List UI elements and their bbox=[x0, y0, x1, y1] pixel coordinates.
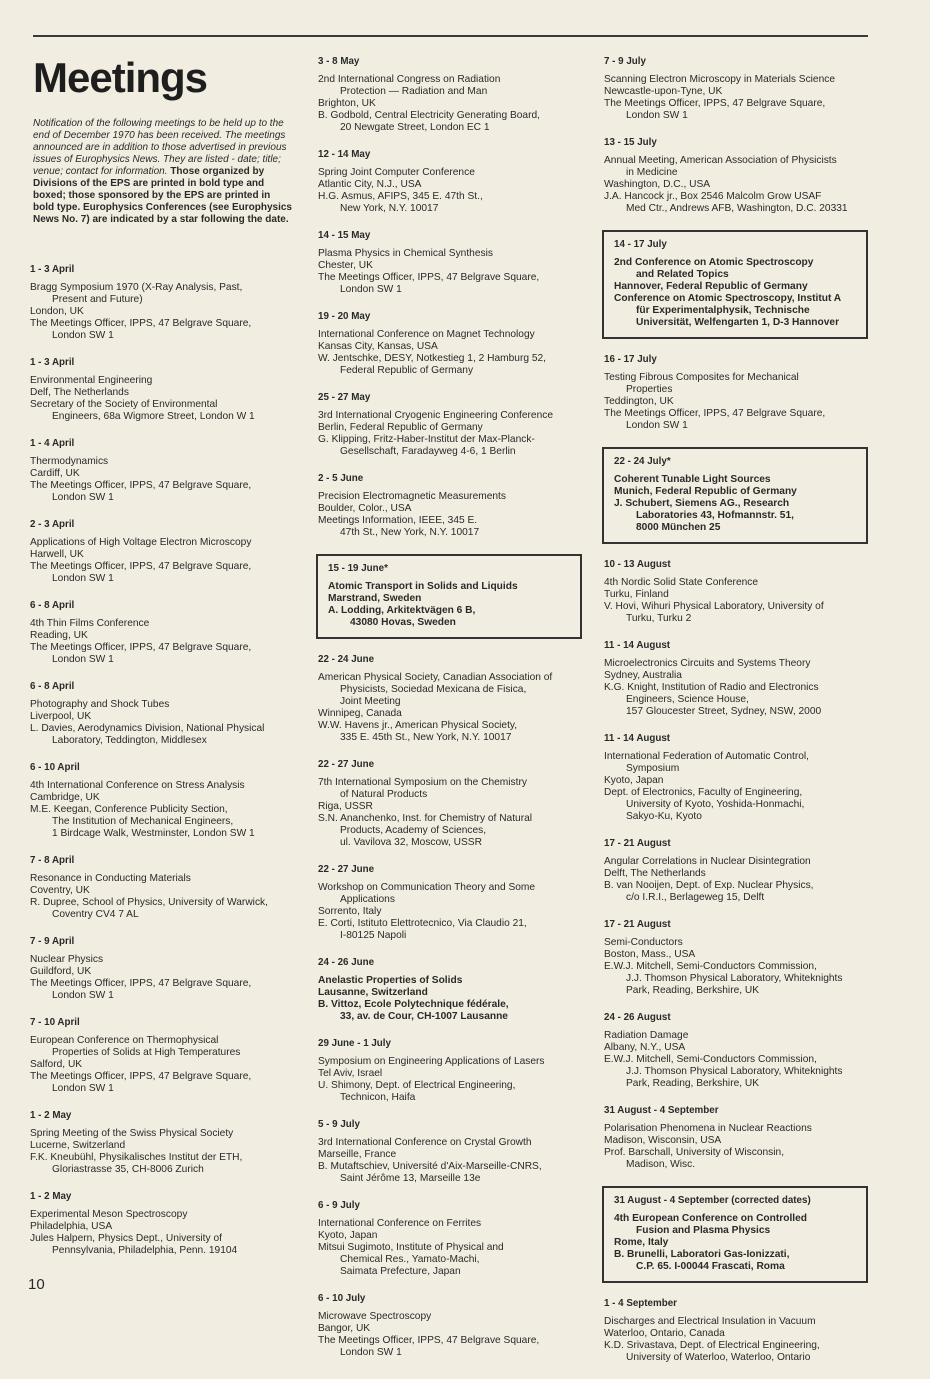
meeting-line: Chester, UK bbox=[318, 260, 373, 271]
meeting-line: K.G. Knight, Institution of Radio and Electronics bbox=[604, 682, 819, 693]
meeting-entry bbox=[318, 56, 582, 134]
meeting-line: Teddington, UK bbox=[604, 396, 674, 407]
meeting-line: Coventry CV4 7 AL bbox=[52, 909, 139, 920]
meeting-line: 4th Thin Films Conference bbox=[30, 618, 150, 629]
meeting-line: 2nd Conference on Atomic Spectroscopy bbox=[614, 257, 814, 268]
meeting-line: Philadelphia, USA bbox=[30, 1221, 113, 1232]
meeting-date: 17 - 21 August bbox=[604, 838, 671, 849]
meeting-date: 24 - 26 June bbox=[318, 957, 375, 968]
meeting-line: Dept. of Electronics, Faculty of Engineering, bbox=[604, 787, 803, 798]
meeting-line: Guildford, UK bbox=[30, 966, 92, 977]
meeting-line: Semi-Conductors bbox=[604, 937, 683, 948]
meeting-date: 22 - 24 July* bbox=[614, 456, 671, 467]
meeting-line: Angular Correlations in Nuclear Disintegration bbox=[604, 856, 811, 867]
meeting-line: 7th International Symposium on the Chemistry bbox=[318, 777, 527, 788]
meeting-line: Boston, Mass., USA bbox=[604, 949, 696, 960]
meeting-line: Tel Aviv, Israel bbox=[318, 1068, 383, 1079]
meeting-line: London SW 1 bbox=[52, 330, 114, 341]
meeting-line: L. Davies, Aerodynamics Division, National Physical bbox=[30, 723, 265, 734]
meeting-line: Fusion and Plasma Physics bbox=[636, 1225, 771, 1236]
meeting-entry bbox=[318, 1038, 582, 1104]
meeting-line: Spring Meeting of the Swiss Physical Society bbox=[30, 1128, 234, 1139]
meeting-line: Park, Reading, Berkshire, UK bbox=[626, 1078, 760, 1089]
meeting-date: 1 - 3 April bbox=[30, 264, 75, 275]
meeting-line: Berlin, Federal Republic of Germany bbox=[318, 422, 483, 433]
meeting-date: 1 - 2 May bbox=[30, 1191, 72, 1202]
meeting-entry bbox=[604, 1105, 868, 1171]
meeting-entry bbox=[30, 1110, 292, 1176]
meeting-line: Laboratories 43, Hofmannstr. 51, bbox=[636, 510, 794, 521]
meeting-line: Washington, D.C., USA bbox=[604, 179, 711, 190]
meeting-line: Joint Meeting bbox=[340, 696, 401, 707]
meeting-line: 3rd International Cryogenic Engineering Conference bbox=[318, 410, 554, 421]
meeting-line: K.D. Srivastava, Dept. of Electrical Engineering, bbox=[604, 1340, 820, 1351]
intro-note bbox=[33, 118, 292, 226]
meeting-date: 2 - 5 June bbox=[318, 473, 364, 484]
meeting-entry bbox=[30, 519, 292, 585]
meeting-line: 335 E. 45th St., New York, N.Y. 10017 bbox=[340, 732, 512, 743]
meeting-line: Secretary of the Society of Environmental bbox=[30, 399, 218, 410]
meeting-line: 8000 München 25 bbox=[636, 522, 721, 533]
meeting-line: Laboratory, Teddington, Middlesex bbox=[52, 735, 207, 746]
meeting-date: 1 - 2 May bbox=[30, 1110, 72, 1121]
meeting-line: Turku, Turku 2 bbox=[626, 613, 692, 624]
meeting-line: Symposium on Engineering Applications of Lasers bbox=[318, 1056, 545, 1067]
meeting-line: Resonance in Conducting Materials bbox=[30, 873, 191, 884]
meeting-line: Microelectronics Circuits and Systems Theory bbox=[604, 658, 811, 669]
meeting-line: Environmental Engineering bbox=[30, 375, 153, 386]
meeting-date: 14 - 17 July bbox=[614, 239, 667, 250]
meeting-entry bbox=[604, 1298, 868, 1364]
meeting-line: 2nd International Congress on Radiation bbox=[318, 74, 501, 85]
meeting-line: Sydney, Australia bbox=[604, 670, 682, 681]
meeting-date: 15 - 19 June* bbox=[328, 563, 388, 574]
meeting-line: Cardiff, UK bbox=[30, 468, 80, 479]
meeting-date: 10 - 13 August bbox=[604, 559, 671, 570]
meeting-entry bbox=[30, 855, 292, 921]
meeting-line: A. Lodding, Arkitektvägen 6 B, bbox=[328, 605, 476, 616]
meeting-line: B. van Nooijen, Dept. of Exp. Nuclear Physics, bbox=[604, 880, 814, 891]
meeting-line: 33, av. de Cour, CH-1007 Lausanne bbox=[340, 1011, 508, 1022]
meeting-line: The Meetings Officer, IPPS, 47 Belgrave Square, bbox=[30, 642, 252, 653]
meeting-line: International Federation of Automatic Control, bbox=[604, 751, 809, 762]
meeting-line: 157 Gloucester Street, Sydney, NSW, 2000 bbox=[626, 706, 822, 717]
meeting-line: Munich, Federal Republic of Germany bbox=[614, 486, 797, 497]
meeting-line: Precision Electromagnetic Measurements bbox=[318, 491, 506, 502]
meeting-entry bbox=[318, 654, 582, 744]
meeting-line: The Meetings Officer, IPPS, 47 Belgrave Square, bbox=[30, 1071, 252, 1082]
meeting-line: of Natural Products bbox=[340, 789, 428, 800]
meeting-line: Turku, Finland bbox=[604, 589, 669, 600]
meeting-line: U. Shimony, Dept. of Electrical Engineering, bbox=[318, 1080, 516, 1091]
meeting-line: European Conference on Thermophysical bbox=[30, 1035, 219, 1046]
meeting-line: The Meetings Officer, IPPS, 47 Belgrave Square, bbox=[30, 480, 252, 491]
meeting-date: 19 - 20 May bbox=[318, 311, 371, 322]
meeting-entry bbox=[318, 149, 582, 215]
meeting-line: The Meetings Officer, IPPS, 47 Belgrave Square, bbox=[318, 272, 540, 283]
meeting-line: ul. Vavilova 32, Moscow, USSR bbox=[340, 837, 482, 848]
meeting-entry bbox=[30, 600, 292, 666]
meeting-line: H.G. Asmus, AFIPS, 345 E. 47th St., bbox=[318, 191, 483, 202]
meeting-line: London SW 1 bbox=[52, 573, 114, 584]
meeting-line: New York, N.Y. 10017 bbox=[340, 203, 439, 214]
meeting-entry bbox=[604, 559, 868, 625]
meeting-line: M.E. Keegan, Conference Publicity Section, bbox=[30, 804, 228, 815]
meeting-line: Riga, USSR bbox=[318, 801, 373, 812]
meeting-line: Scanning Electron Microscopy in Materials Science bbox=[604, 74, 836, 85]
meeting-line: London SW 1 bbox=[626, 110, 688, 121]
meeting-line: J.A. Hancock jr., Box 2546 Malcolm Grow USAF bbox=[604, 191, 822, 202]
meeting-line: The Meetings Officer, IPPS, 47 Belgrave Square, bbox=[30, 978, 252, 989]
meeting-line: für Experimentalphysik, Technische bbox=[636, 305, 810, 316]
meeting-line: 4th Nordic Solid State Conference bbox=[604, 577, 759, 588]
meeting-date: 24 - 26 August bbox=[604, 1012, 671, 1023]
meeting-line: Winnipeg, Canada bbox=[318, 708, 402, 719]
meeting-date: 7 - 8 April bbox=[30, 855, 75, 866]
meeting-line: Saimata Prefecture, Japan bbox=[340, 1266, 461, 1277]
meeting-entry bbox=[604, 137, 868, 215]
meeting-date: 6 - 8 April bbox=[30, 600, 75, 611]
meeting-line: University of Kyoto, Yoshida-Honmachi, bbox=[626, 799, 805, 810]
meeting-date: 31 August - 4 September bbox=[604, 1105, 719, 1116]
meeting-line: 20 Newgate Street, London EC 1 bbox=[340, 122, 490, 133]
meeting-line: Thermodynamics bbox=[30, 456, 109, 467]
meeting-entry bbox=[604, 919, 868, 997]
meeting-line: Newcastle-upon-Tyne, UK bbox=[604, 86, 723, 97]
meeting-line: Spring Joint Computer Conference bbox=[318, 167, 475, 178]
meeting-line: Radiation Damage bbox=[604, 1030, 689, 1041]
meeting-line: Polarisation Phenomena in Nuclear Reactions bbox=[604, 1123, 812, 1134]
meeting-line: 1 Birdcage Walk, Westminster, London SW 1 bbox=[52, 828, 255, 839]
meeting-line: Symposium bbox=[626, 763, 680, 774]
meeting-date: 7 - 9 April bbox=[30, 936, 75, 947]
meeting-date: 7 - 10 April bbox=[30, 1017, 80, 1028]
meeting-entry bbox=[604, 733, 868, 823]
meeting-line: F.K. Kneubühl, Physikalisches Institut der ETH, bbox=[30, 1152, 243, 1163]
intro-bold: Those organized by Divisions of the EPS are printed in bold type and boxed; those sponsored by the EPS are printed in bold type. Europhysics Conferences (see Europhysics News No. 7) are indicated by a star following the date. bbox=[33, 166, 292, 225]
meeting-line: Park, Reading, Berkshire, UK bbox=[626, 985, 760, 996]
meeting-line: London SW 1 bbox=[626, 420, 688, 431]
meeting-line: Kyoto, Japan bbox=[318, 1230, 378, 1241]
meeting-line: Madison, Wisc. bbox=[626, 1159, 696, 1170]
meeting-line: in Medicine bbox=[626, 167, 678, 178]
meeting-entry bbox=[604, 838, 868, 904]
meeting-list bbox=[604, 56, 868, 1364]
meeting-entry bbox=[604, 1012, 868, 1090]
meeting-line: Engineers, 68a Wigmore Street, London W 1 bbox=[52, 411, 255, 422]
meeting-line: Hannover, Federal Republic of Germany bbox=[614, 281, 808, 292]
meeting-line: The Meetings Officer, IPPS, 47 Belgrave Square, bbox=[604, 98, 826, 109]
meeting-line: Properties bbox=[626, 384, 673, 395]
meeting-list bbox=[318, 56, 582, 1359]
meeting-entry bbox=[318, 311, 582, 377]
meeting-date: 17 - 21 August bbox=[604, 919, 671, 930]
meeting-line: Experimental Meson Spectroscopy bbox=[30, 1209, 188, 1220]
meeting-entry bbox=[30, 1191, 292, 1257]
meeting-line: I-80125 Napoli bbox=[340, 930, 407, 941]
meeting-date: 16 - 17 July bbox=[604, 354, 657, 365]
meeting-line: and Related Topics bbox=[636, 269, 729, 280]
meeting-line: The Meetings Officer, IPPS, 47 Belgrave Square, bbox=[318, 1335, 540, 1346]
meeting-line: S.N. Ananchenko, Inst. for Chemistry of Natural bbox=[318, 813, 533, 824]
meeting-line: London SW 1 bbox=[52, 492, 114, 503]
meeting-line: University of Waterloo, Waterloo, Ontario bbox=[626, 1352, 811, 1363]
meeting-line: Kansas City, Kansas, USA bbox=[318, 341, 438, 352]
meeting-date: 6 - 10 April bbox=[30, 762, 80, 773]
meeting-entry-boxed bbox=[602, 230, 868, 339]
meeting-line: R. Dupree, School of Physics, University of Warwick, bbox=[30, 897, 268, 908]
meeting-line: Gesellschaft, Faradayweg 4-6, 1 Berlin bbox=[340, 446, 516, 457]
meeting-line: V. Hovi, Wihuri Physical Laboratory, University of bbox=[604, 601, 824, 612]
meeting-entry bbox=[30, 357, 292, 423]
meeting-entry bbox=[318, 957, 582, 1023]
meeting-line: Brighton, UK bbox=[318, 98, 376, 109]
meeting-entry bbox=[604, 354, 868, 432]
meeting-line: Federal Republic of Germany bbox=[340, 365, 474, 376]
meeting-line: Applications of High Voltage Electron Microscopy bbox=[30, 537, 252, 548]
meeting-line: Workshop on Communication Theory and Some bbox=[318, 882, 536, 893]
meeting-date: 1 - 4 April bbox=[30, 438, 75, 449]
column-2 bbox=[318, 56, 582, 1374]
meeting-line: 3rd International Conference on Crystal Growth bbox=[318, 1137, 532, 1148]
meeting-line: Applications bbox=[340, 894, 395, 905]
meeting-line: Marstrand, Sweden bbox=[328, 593, 422, 604]
meeting-line: E.W.J. Mitchell, Semi-Conductors Commission, bbox=[604, 1054, 817, 1065]
meeting-line: Atomic Transport in Solids and Liquids bbox=[328, 581, 518, 592]
meeting-line: Coventry, UK bbox=[30, 885, 90, 896]
meeting-entry-boxed bbox=[602, 447, 868, 544]
meeting-entry-boxed bbox=[316, 554, 582, 639]
meeting-line: Albany, N.Y., USA bbox=[604, 1042, 686, 1053]
meeting-line: Cambridge, UK bbox=[30, 792, 100, 803]
meeting-line: The Institution of Mechanical Engineers, bbox=[52, 816, 234, 827]
meeting-line: Kyoto, Japan bbox=[604, 775, 664, 786]
meeting-line: Photography and Shock Tubes bbox=[30, 699, 170, 710]
meeting-line: Lausanne, Switzerland bbox=[318, 987, 428, 998]
meeting-date: 22 - 27 June bbox=[318, 759, 375, 770]
column-3 bbox=[604, 56, 868, 1379]
meeting-entry bbox=[318, 392, 582, 458]
meeting-line: Atlantic City, N.J., USA bbox=[318, 179, 422, 190]
meeting-line: Physicists, Sociedad Mexicana de Fisica, bbox=[340, 684, 527, 695]
meeting-line: Sorrento, Italy bbox=[318, 906, 382, 917]
meeting-line: Marseille, France bbox=[318, 1149, 397, 1160]
meeting-line: Rome, Italy bbox=[614, 1237, 669, 1248]
meeting-line: Saint Jérôme 13, Marseille 13e bbox=[340, 1173, 481, 1184]
meeting-line: Jules Halpern, Physics Dept., University of bbox=[30, 1233, 222, 1244]
meeting-entry bbox=[30, 681, 292, 747]
meeting-line: Waterloo, Ontario, Canada bbox=[604, 1328, 725, 1339]
meeting-line: J.J. Thomson Physical Laboratory, Whiteknights bbox=[626, 1066, 843, 1077]
meeting-line: 4th International Conference on Stress Analysis bbox=[30, 780, 245, 791]
meeting-line: Annual Meeting, American Association of Physicists bbox=[604, 155, 837, 166]
meeting-line: Coherent Tunable Light Sources bbox=[614, 474, 771, 485]
meeting-line: Meetings Information, IEEE, 345 E. bbox=[318, 515, 478, 526]
meeting-line: J.J. Thomson Physical Laboratory, Whiteknights bbox=[626, 973, 843, 984]
meeting-date: 7 - 9 July bbox=[604, 56, 646, 67]
meeting-line: J. Schubert, Siemens AG., Research bbox=[614, 498, 790, 509]
meeting-line: Engineers, Science House, bbox=[626, 694, 749, 705]
meeting-line: International Conference on Magnet Technology bbox=[318, 329, 535, 340]
page-number: 10 bbox=[28, 1276, 45, 1293]
meeting-line: Chemical Res., Yamato-Machi, bbox=[340, 1254, 480, 1265]
meeting-line: The Meetings Officer, IPPS, 47 Belgrave Square, bbox=[30, 318, 252, 329]
meeting-line: Harwell, UK bbox=[30, 549, 84, 560]
meeting-line: London SW 1 bbox=[52, 1083, 114, 1094]
meeting-line: London SW 1 bbox=[340, 1347, 402, 1358]
meeting-entry bbox=[318, 759, 582, 849]
meeting-line: 47th St., New York, N.Y. 10017 bbox=[340, 527, 480, 538]
meeting-line: London SW 1 bbox=[52, 990, 114, 1001]
meeting-line: London, UK bbox=[30, 306, 84, 317]
meeting-line: c/o I.R.I., Berlageweg 15, Delft bbox=[626, 892, 765, 903]
meeting-line: B. Mutaftschiev, Université d'Aix-Marseille-CNRS, bbox=[318, 1161, 542, 1172]
meeting-line: Med Ctr., Andrews AFB, Washington, D.C. 20331 bbox=[626, 203, 848, 214]
meeting-line: Boulder, Color., USA bbox=[318, 503, 412, 514]
meeting-entry bbox=[30, 264, 292, 342]
meeting-line: Bragg Symposium 1970 (X-Ray Analysis, Past, bbox=[30, 282, 243, 293]
meeting-line: Testing Fibrous Composites for Mechanical bbox=[604, 372, 799, 383]
meeting-line: Mitsui Sugimoto, Institute of Physical and bbox=[318, 1242, 504, 1253]
meeting-date: 11 - 14 August bbox=[604, 733, 671, 744]
meeting-line: Prof. Barschall, University of Wisconsin, bbox=[604, 1147, 785, 1158]
meeting-line: London SW 1 bbox=[52, 654, 114, 665]
meeting-line: Protection — Radiation and Man bbox=[340, 86, 488, 97]
meeting-list bbox=[30, 264, 292, 1257]
meeting-line: Lucerne, Switzerland bbox=[30, 1140, 126, 1151]
meeting-line: Reading, UK bbox=[30, 630, 88, 641]
meeting-line: American Physical Society, Canadian Association of bbox=[318, 672, 553, 683]
meeting-date: 11 - 14 August bbox=[604, 640, 671, 651]
meeting-line: Salford, UK bbox=[30, 1059, 83, 1070]
meeting-entry bbox=[604, 56, 868, 122]
meeting-line: E. Corti, Istituto Elettrotecnico, Via Claudio 21, bbox=[318, 918, 527, 929]
meeting-date: 25 - 27 May bbox=[318, 392, 371, 403]
meeting-line: B. Vittoz, Ecole Polytechnique fédérale, bbox=[318, 999, 509, 1010]
meeting-date: 1 - 3 April bbox=[30, 357, 75, 368]
meeting-line: Plasma Physics in Chemical Synthesis bbox=[318, 248, 493, 259]
meeting-line: Sakyo-Ku, Kyoto bbox=[626, 811, 702, 822]
meeting-entry bbox=[318, 1119, 582, 1185]
meeting-line: Microwave Spectroscopy bbox=[318, 1311, 432, 1322]
meeting-line: Delft, The Netherlands bbox=[604, 868, 706, 879]
meeting-date: 2 - 3 April bbox=[30, 519, 75, 530]
meeting-line: B. Brunelli, Laboratori Gas-Ionizzati, bbox=[614, 1249, 790, 1260]
meeting-date: 22 - 24 June bbox=[318, 654, 375, 665]
meeting-line: London SW 1 bbox=[340, 284, 402, 295]
meeting-entry-boxed bbox=[602, 1186, 868, 1283]
meeting-line: Technicon, Haifa bbox=[340, 1092, 416, 1103]
meeting-line: The Meetings Officer, IPPS, 47 Belgrave Square, bbox=[604, 408, 826, 419]
meeting-entry bbox=[318, 230, 582, 296]
meeting-line: Products, Academy of Sciences, bbox=[340, 825, 487, 836]
meeting-date: 3 - 8 May bbox=[318, 56, 360, 67]
meeting-line: Delf, The Netherlands bbox=[30, 387, 129, 398]
meeting-line: International Conference on Ferrites bbox=[318, 1218, 482, 1229]
meeting-date: 31 August - 4 September (corrected dates) bbox=[614, 1195, 811, 1206]
meeting-entry bbox=[318, 1293, 582, 1359]
meeting-line: G. Klipping, Fritz-Haber-Institut der Max-Planck- bbox=[318, 434, 535, 445]
meeting-date: 12 - 14 May bbox=[318, 149, 371, 160]
meeting-line: W. Jentschke, DESY, Notkestieg 1, 2 Hamburg 52, bbox=[318, 353, 547, 364]
meeting-date: 13 - 15 July bbox=[604, 137, 657, 148]
meeting-line: Present and Future) bbox=[52, 294, 143, 305]
meeting-line: B. Godbold, Central Electricity Generating Board, bbox=[318, 110, 540, 121]
meeting-line: Discharges and Electrical Insulation in Vacuum bbox=[604, 1316, 816, 1327]
meeting-line: The Meetings Officer, IPPS, 47 Belgrave Square, bbox=[30, 561, 252, 572]
meeting-line: W.W. Havens jr., American Physical Society, bbox=[318, 720, 518, 731]
meeting-line: Properties of Solids at High Temperatures bbox=[52, 1047, 241, 1058]
column-1 bbox=[30, 56, 292, 1272]
meeting-line: Anelastic Properties of Solids bbox=[318, 975, 463, 986]
meeting-date: 29 June - 1 July bbox=[318, 1038, 391, 1049]
meeting-date: 22 - 27 June bbox=[318, 864, 375, 875]
meeting-entry bbox=[318, 864, 582, 942]
meeting-entry bbox=[318, 1200, 582, 1278]
meeting-line: Pennsylvania, Philadelphia, Penn. 19104 bbox=[52, 1245, 238, 1256]
meeting-line: Nuclear Physics bbox=[30, 954, 104, 965]
meeting-line: Madison, Wisconsin, USA bbox=[604, 1135, 722, 1146]
meeting-entry bbox=[30, 1017, 292, 1095]
meeting-line: Universität, Welfengarten 1, D-3 Hannover bbox=[636, 317, 840, 328]
meeting-date: 6 - 9 July bbox=[318, 1200, 360, 1211]
meeting-line: 43080 Hovas, Sweden bbox=[350, 617, 456, 628]
meeting-date: 1 - 4 September bbox=[604, 1298, 677, 1309]
page-title: Meetings bbox=[33, 54, 208, 101]
meeting-entry bbox=[30, 762, 292, 840]
intro-italic: Notification of the following meetings to be held up to the end of December 1970 has been received. The meetings announced are in addition to those advertised in previous issues of Europhysics News. They are listed - date; title; venue; contact for information. bbox=[33, 118, 287, 177]
meeting-line: Gloriastrasse 35, CH-8006 Zurich bbox=[52, 1164, 204, 1175]
meeting-entry bbox=[30, 438, 292, 504]
meeting-entry bbox=[30, 936, 292, 1002]
meeting-entry bbox=[318, 473, 582, 539]
top-rule bbox=[33, 35, 868, 37]
meeting-line: Bangor, UK bbox=[318, 1323, 371, 1334]
meeting-line: E.W.J. Mitchell, Semi-Conductors Commission, bbox=[604, 961, 817, 972]
meeting-date: 5 - 9 July bbox=[318, 1119, 360, 1130]
meeting-line: Liverpool, UK bbox=[30, 711, 92, 722]
meeting-line: 4th European Conference on Controlled bbox=[614, 1213, 808, 1224]
meeting-entry bbox=[604, 640, 868, 718]
meeting-date: 6 - 8 April bbox=[30, 681, 75, 692]
meeting-date: 14 - 15 May bbox=[318, 230, 371, 241]
meeting-line: C.P. 65. I-00044 Frascati, Roma bbox=[636, 1261, 785, 1272]
meeting-date: 6 - 10 July bbox=[318, 1293, 366, 1304]
meeting-line: Conference on Atomic Spectroscopy, Institut A bbox=[614, 293, 842, 304]
